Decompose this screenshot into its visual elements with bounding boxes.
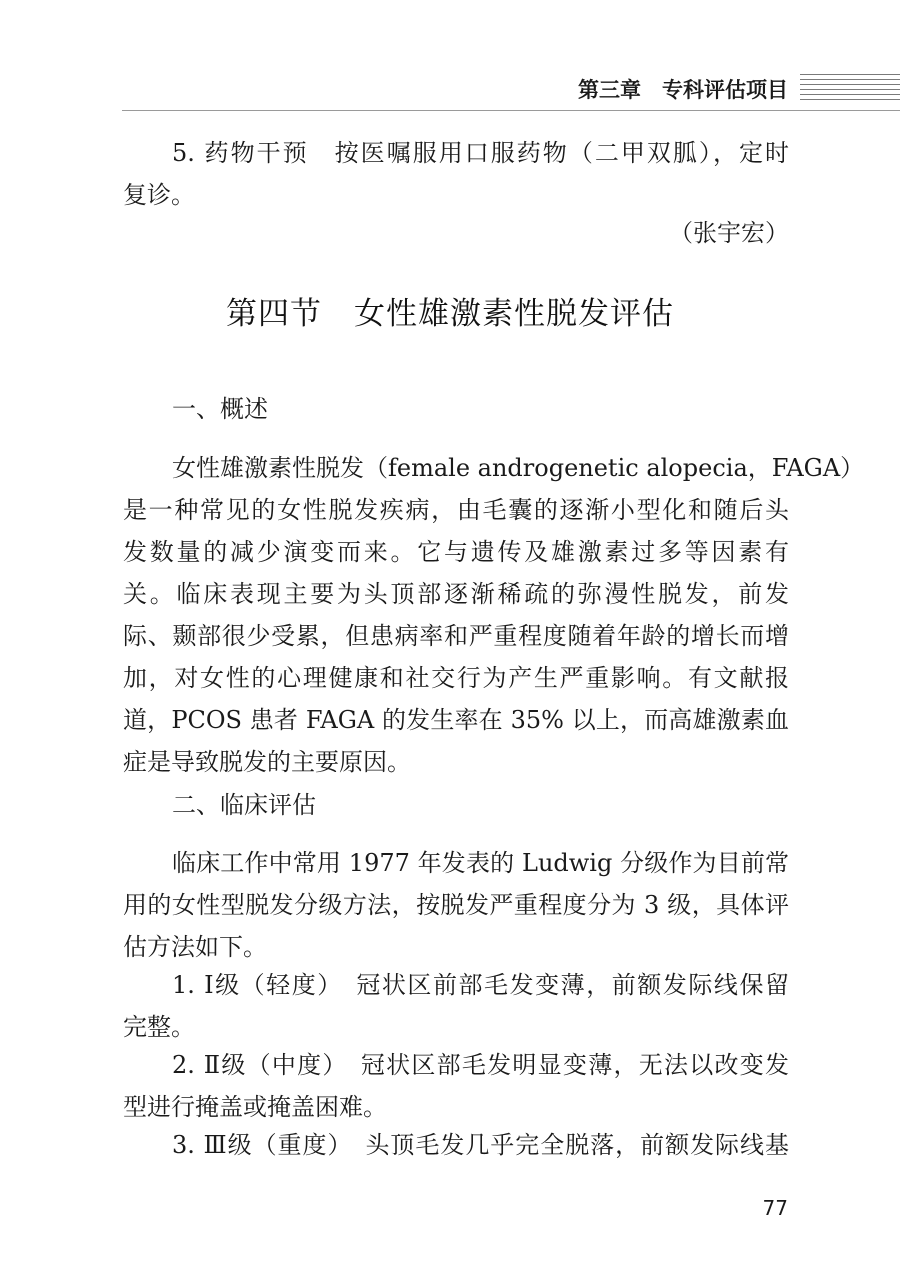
header-divider: [122, 110, 900, 111]
running-header: [578, 72, 900, 106]
paragraph-line: 估方法如下。: [123, 933, 267, 961]
grade-item: 1. Ⅰ级（轻度） 冠状区前部毛发变薄，前额发际线保留: [172, 971, 789, 999]
paragraph-line: 际、颞部很少受累，但患病率和严重程度随着年龄的增长而增: [123, 622, 789, 650]
paragraph-line: 发数量的减少演变而来。它与遗传及雄激素过多等因素有: [123, 538, 789, 566]
grade-item: 3. Ⅲ级（重度） 头顶毛发几乎完全脱落，前额发际线基: [172, 1131, 789, 1159]
grade-item-continuation: 完整。: [123, 1013, 195, 1041]
paragraph-line: 加，对女性的心理健康和社交行为产生严重影响。有文献报: [123, 664, 789, 692]
grade-item-continuation: 型进行掩盖或掩盖困难。: [123, 1093, 387, 1121]
paragraph-line: 复诊。: [123, 181, 195, 209]
paragraph-line: 道，PCOS 患者 FAGA 的发生率在 35% 以上，而高雄激素血: [123, 706, 789, 734]
subsection-heading: 一、概述: [172, 395, 268, 423]
chapter-title: 第三章 专科评估项目: [578, 78, 788, 102]
paragraph-line: 女性雄激素性脱发（female androgenetic alopecia，FAGA）: [172, 454, 865, 482]
paragraph-line: 5. 药物干预 按医嘱服用口服药物（二甲双胍），定时: [172, 139, 789, 167]
page-number: 77: [762, 1196, 788, 1220]
section-title: 第四节 女性雄激素性脱发评估: [226, 296, 674, 332]
paragraph-line: 关。临床表现主要为头顶部逐渐稀疏的弥漫性脱发，前发: [123, 580, 789, 608]
grade-item: 2. Ⅱ级（中度） 冠状区部毛发明显变薄，无法以改变发: [172, 1051, 789, 1079]
paragraph-line: 症是导致脱发的主要原因。: [123, 748, 411, 776]
header-rule-decoration: [800, 74, 900, 104]
author-attribution: （张宇宏）: [669, 219, 789, 247]
paragraph-line: 用的女性型脱发分级方法，按脱发严重程度分为 3 级，具体评: [123, 891, 789, 919]
paragraph-line: 临床工作中常用 1977 年发表的 Ludwig 分级作为目前常: [172, 849, 789, 877]
subsection-heading: 二、临床评估: [172, 791, 316, 819]
paragraph-line: 是一种常见的女性脱发疾病，由毛囊的逐渐小型化和随后头: [123, 496, 789, 524]
